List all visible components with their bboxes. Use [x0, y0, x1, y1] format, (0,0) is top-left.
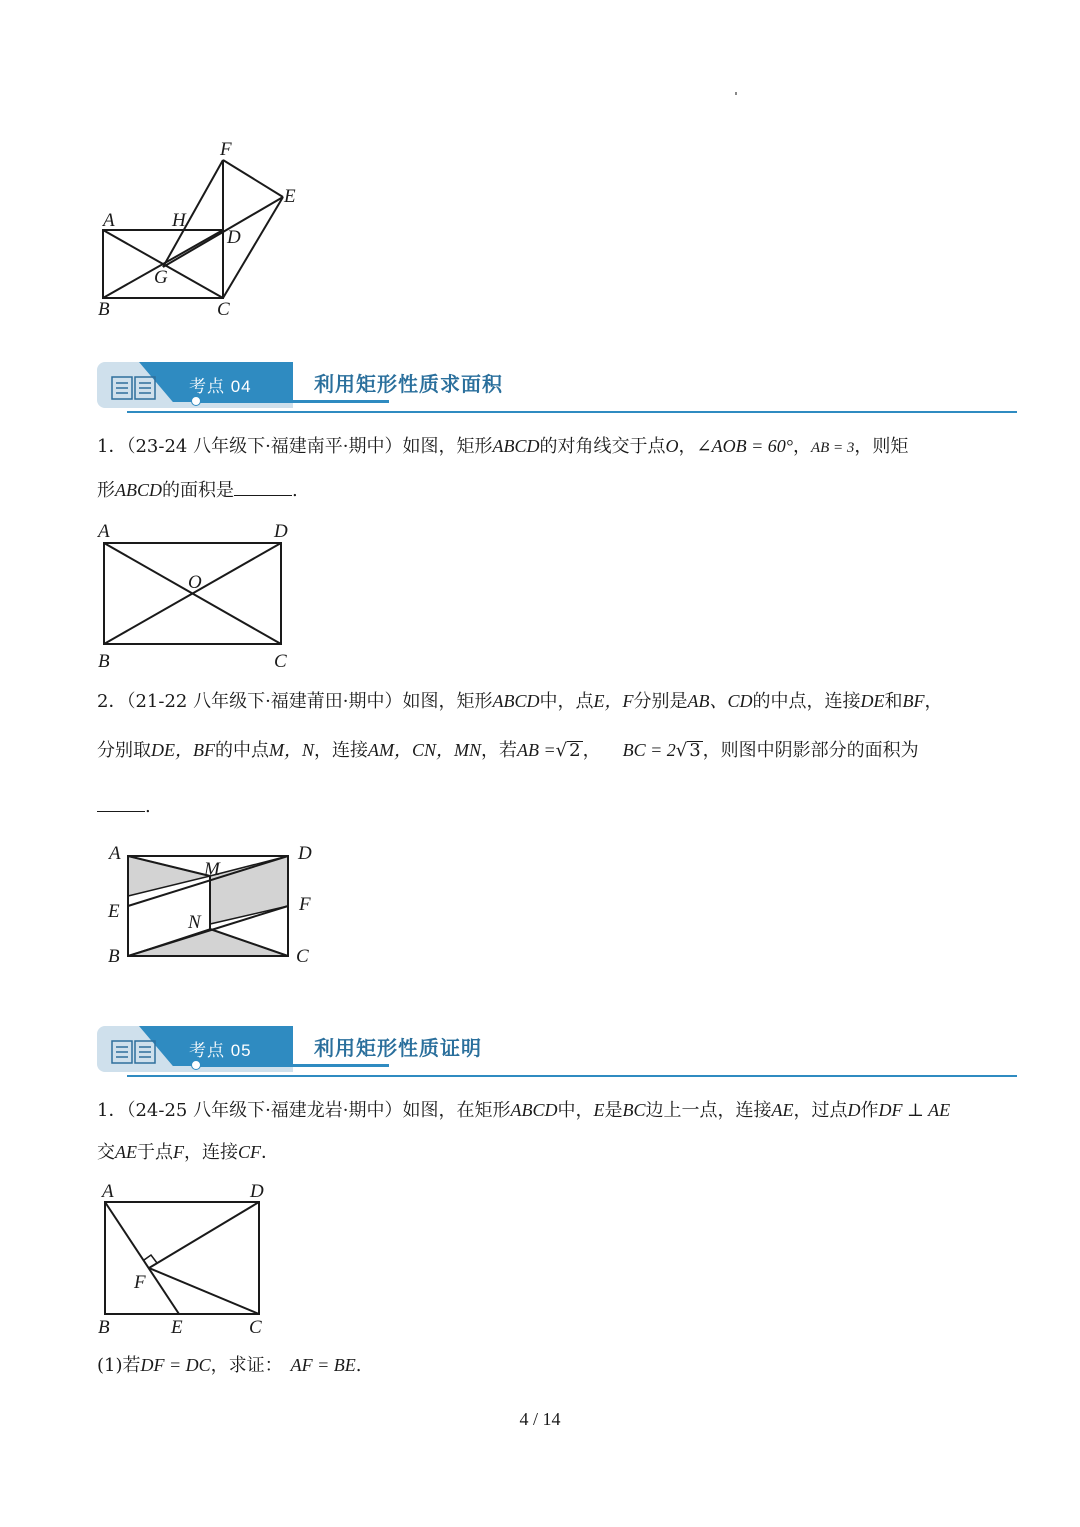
question-line [97, 1100, 950, 1122]
tab-dot [191, 396, 201, 406]
text: 分别取 [97, 740, 151, 761]
math-bc-radicand: 3 [689, 740, 701, 761]
book-icon [111, 1040, 157, 1064]
sub-question-label: (1)若 [97, 1355, 141, 1376]
question-number: 1． [97, 436, 127, 457]
section-tab-label: 考点 04 [189, 377, 252, 396]
question-source: （24-25 八年级下·福建龙岩·期中） [126, 1100, 403, 1121]
math-point: O [665, 436, 679, 456]
text: 是 [604, 1100, 623, 1121]
text: 于点 [137, 1142, 173, 1163]
label-h: H [172, 210, 186, 231]
question-line [97, 436, 908, 458]
math-angle: ∠AOB = 60° [696, 436, 793, 456]
page-number: 4 / 14 [519, 1409, 561, 1429]
tab-underline [193, 400, 389, 403]
text: 分别是 [633, 691, 688, 712]
shaded-region-right [210, 856, 288, 924]
math-d: D [847, 1100, 861, 1120]
text: 边上一点，连接 [645, 1100, 772, 1121]
figure-q1 [92, 515, 302, 675]
text: . [292, 480, 298, 501]
math-goal: AF = BE [290, 1355, 356, 1375]
text: 和 [884, 691, 903, 712]
math-de: DE [860, 691, 885, 711]
text: 中，点 [539, 691, 594, 712]
section-header-04 [97, 362, 1017, 416]
label-d: D [227, 227, 241, 248]
question-line [97, 479, 298, 502]
text: ， [924, 691, 943, 712]
math-points: E，F [593, 691, 634, 711]
math-rect: ABCD [492, 691, 540, 711]
text: 中， [557, 1100, 594, 1121]
section-tab-label: 考点 05 [189, 1041, 252, 1060]
label-b: B [98, 299, 110, 320]
question-line [97, 795, 151, 818]
shaded-region-top [128, 856, 210, 896]
label-c: C [249, 1317, 262, 1338]
math-e: E [593, 1100, 605, 1120]
math-segments: AM，CN，MN [367, 740, 481, 760]
label-a: A [98, 521, 110, 542]
math-perp: DF ⊥ AE [878, 1100, 951, 1120]
math-ae: AE [771, 1100, 794, 1120]
book-icon [111, 376, 157, 400]
label-b: B [98, 1317, 110, 1338]
sqrt-sign: √ [555, 740, 568, 761]
answer-blank[interactable] [97, 795, 145, 812]
label-e: E [171, 1317, 183, 1338]
text: ，则矩 [854, 436, 909, 457]
text: 如图，矩形 [402, 691, 493, 712]
text: ，过点 [793, 1100, 848, 1121]
label-a: A [102, 1181, 114, 1202]
text: ，求证： [210, 1355, 283, 1376]
tab-dot [191, 1060, 201, 1070]
section-title: 利用矩形性质求面积 [314, 372, 503, 396]
text: 的面积是 [162, 480, 234, 501]
label-o: O [188, 572, 202, 593]
sub-question [97, 1355, 362, 1377]
label-f: F [299, 894, 311, 915]
text: ，则图中阴影部分的面积为 [702, 740, 919, 761]
label-b: B [108, 946, 120, 967]
math-midpoints: M，N [268, 740, 314, 760]
text: 的对角线交于点 [539, 436, 666, 457]
label-a: A [109, 843, 121, 864]
text: 作 [860, 1100, 879, 1121]
math-bc: BC [622, 1100, 646, 1120]
figure-q2 [100, 838, 330, 973]
label-d: D [250, 1181, 264, 1202]
text: ， [582, 740, 601, 761]
text: ， [678, 436, 697, 457]
section-title: 利用矩形性质证明 [314, 1036, 482, 1060]
math-sides: AB、CD [687, 691, 753, 711]
label-d: D [298, 843, 312, 864]
label-e: E [108, 901, 120, 922]
label-d: D [274, 521, 288, 542]
label-a: A [103, 210, 115, 231]
scan-dot [735, 92, 737, 95]
tab-underline [193, 1064, 389, 1067]
text: . [145, 796, 151, 817]
segment-fe [223, 160, 283, 197]
answer-blank[interactable] [234, 479, 292, 496]
text: 形 [97, 480, 115, 501]
label-c: C [217, 299, 230, 320]
text: 交 [97, 1142, 115, 1163]
text: . [355, 1355, 362, 1376]
question-line [97, 740, 919, 762]
label-n: N [188, 912, 201, 933]
math-rect: ABCD [492, 436, 540, 456]
shaded-region-bottom [128, 929, 288, 956]
math-bc: BC = 2 [622, 740, 676, 760]
question-number: 1． [97, 1100, 127, 1121]
math-condition: DF = DC [140, 1355, 211, 1375]
label-b: B [98, 651, 110, 672]
label-f: F [134, 1272, 146, 1293]
math-f: F [173, 1142, 184, 1162]
label-c: C [274, 651, 287, 672]
question-line [97, 1142, 279, 1164]
math-ab-radicand: 2 [569, 740, 581, 761]
label-g: G [154, 267, 168, 288]
question-source: （23-24 八年级下·福建南平·期中） [126, 436, 403, 457]
figure-top [90, 135, 320, 325]
text: 的中点 [214, 740, 269, 761]
label-c: C [296, 946, 309, 967]
text: 如图，在矩形 [402, 1100, 511, 1121]
math-segments: DE，BF [151, 740, 215, 760]
question-source: （21-22 八年级下·福建莆田·期中） [126, 691, 403, 712]
question-line [97, 691, 943, 713]
section-rule [127, 1075, 1017, 1077]
section-rule [127, 411, 1017, 413]
text: 如图，矩形 [402, 436, 493, 457]
math-cf: CF [238, 1142, 262, 1162]
right-angle-mark [144, 1255, 157, 1263]
text: 的中点，连接 [752, 691, 861, 712]
math-rect: ABCD [115, 480, 162, 500]
math-ae: AE [115, 1142, 137, 1162]
math-ab: AB = 3 [810, 440, 855, 456]
math-rect: ABCD [510, 1100, 558, 1120]
math-bf: BF [902, 691, 925, 711]
math-ab: AB = [517, 740, 556, 760]
label-m: M [204, 859, 220, 880]
text: ，若 [481, 740, 517, 761]
question-number: 2． [97, 691, 127, 712]
text: ，连接 [313, 740, 368, 761]
text: ，连接 [184, 1142, 238, 1163]
figure-q3 [92, 1178, 282, 1343]
label-e: E [284, 186, 296, 207]
text: ， [792, 436, 811, 457]
text: ． [261, 1142, 280, 1163]
label-f: F [220, 139, 232, 160]
section-header-05 [97, 1026, 1017, 1080]
sqrt-sign: √ [675, 740, 688, 761]
